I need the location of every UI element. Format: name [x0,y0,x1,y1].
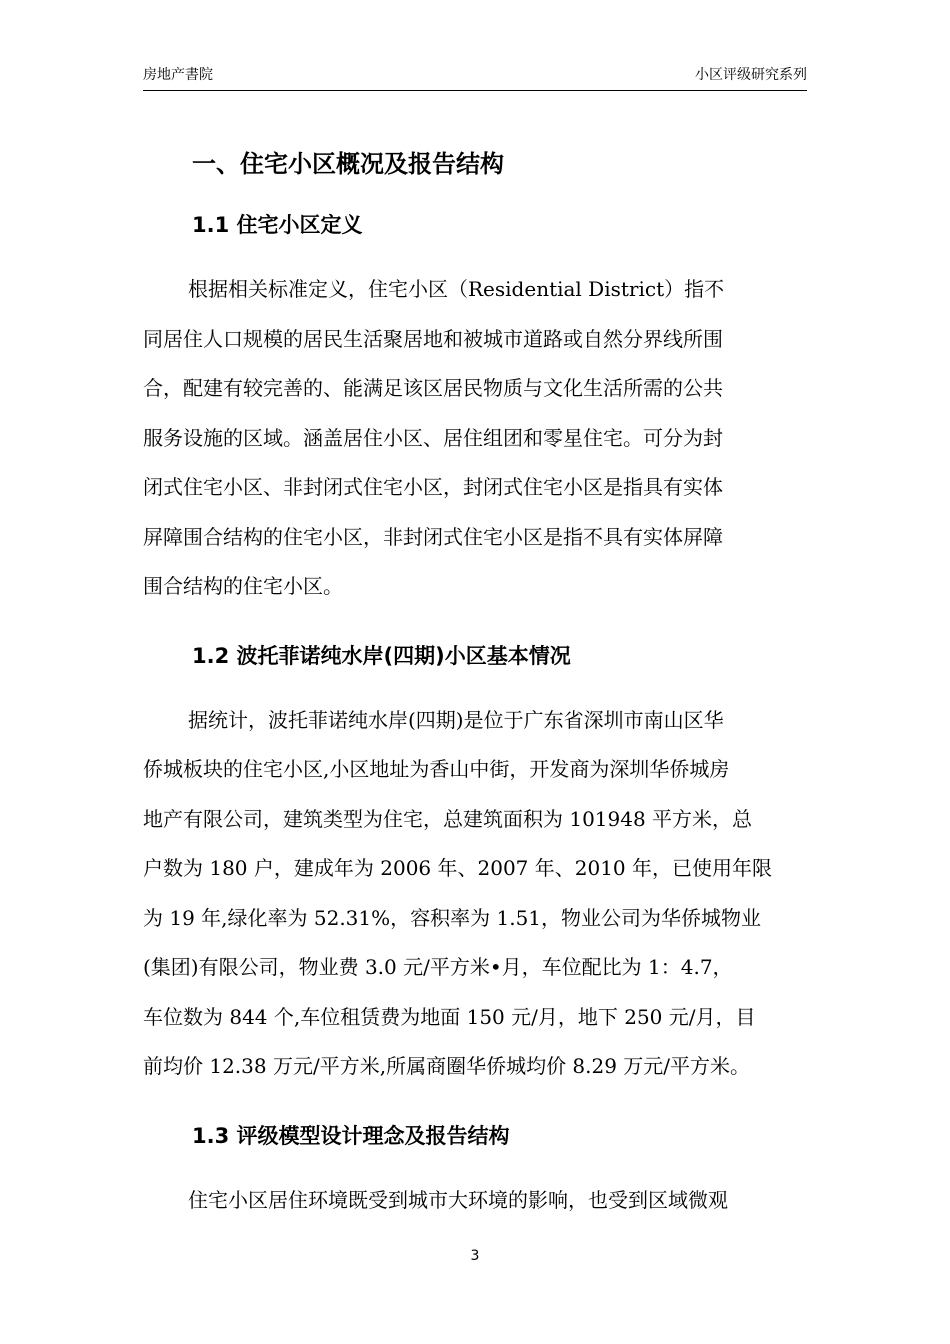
document-body [143,140,807,1225]
subsection-heading-1-3: 1.3 评级模型设计理念及报告结构 [192,1123,510,1148]
paragraph-basic-info: 据统计，波托菲诺纯水岸(四期)是位于广东省深圳市南山区华 侨城板块的住宅小区,小区地址为香山中街，开发商为深圳华侨城房 地产有限公司，建筑类型为住宅，总建筑面积为 101948 平方米，总 户数为 180 户，建成年为 2006 年、2007 年、2010 年，已使用年限 为 19 年,绿化率为 52.31%，容积率为 1.51，物业公司为华侨城物业 (集团)有限公司，物业费 3.0 元/平方米•月，车位配比为 1：4.7， 车位数为 844 个,车位租赁费为地面 150 元/月，地下 250 元/月，目 前均价 12.38 万元/平方米,所属商圈华侨城均价 8.29 万元/平方米。 [143,707,773,1078]
paragraph-model-design: 住宅小区居住环境既受到城市大环境的影响，也受到区域微观 [188,1187,728,1212]
subsection-heading-1-1: 1.1 住宅小区定义 [192,213,363,237]
page-header [143,64,807,91]
subsection-heading-1-2: 1.2 波托菲诺纯水岸(四期)小区基本情况 [192,643,571,668]
section-heading: 一、住宅小区概况及报告结构 [192,150,504,178]
page-number: 3 [470,1248,480,1264]
header-publisher: 房地产書院 [143,67,213,83]
header-series-title: 小区评级研究系列 [695,67,807,83]
paragraph-definition: 根据相关标准定义，住宅小区（Residential District）指不 同居住人口规模的居民生活聚居地和被城市道路或自然分界线所围 合，配建有较完善的、能满足该区居民物质与文化生活所需的公共 服务设施的区域。涵盖居住小区、居住组团和零星住宅。可分为封 闭式住宅小区、非封闭式住宅小区，封闭式住宅小区是指具有实体 屏障围合结构的住宅小区，非封闭式住宅小区是指不具有实体屏障 围合结构的住宅小区。 [143,277,725,598]
